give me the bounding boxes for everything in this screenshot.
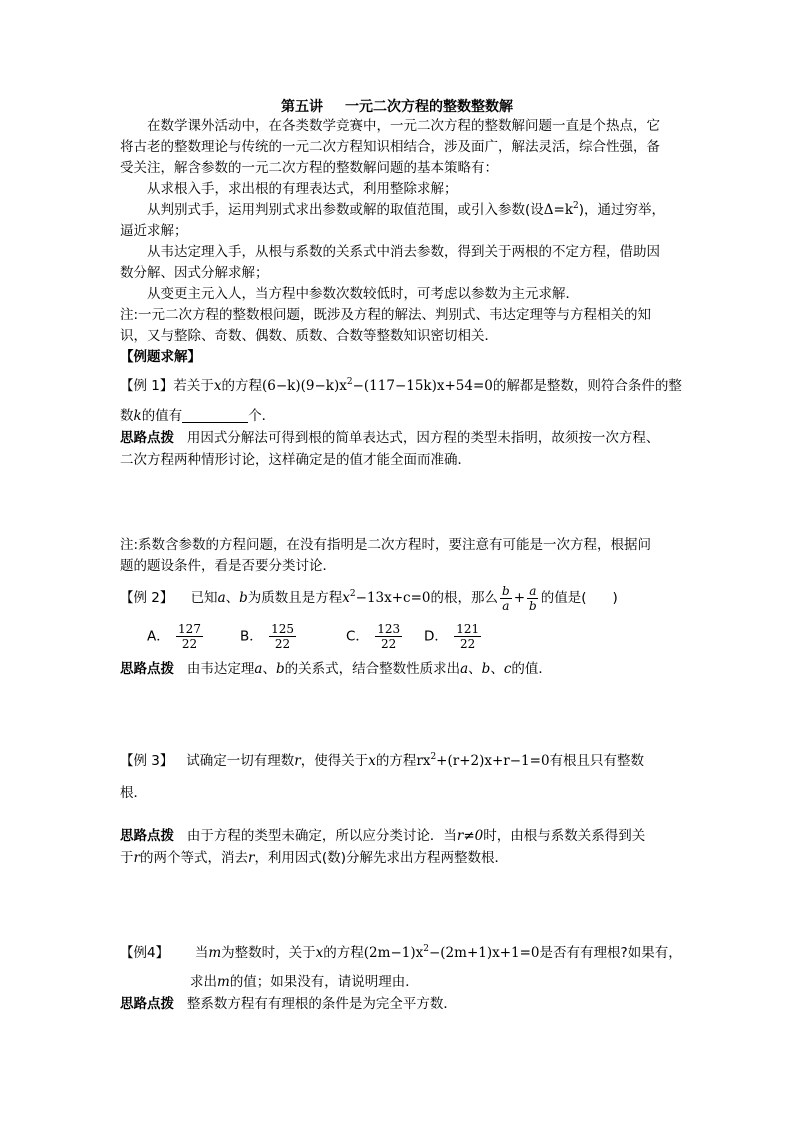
example-4-text-d: 是否有有理根?如果有，: [539, 945, 682, 961]
example-2-text-b: 为质数且是方程: [247, 590, 343, 606]
example-4-line-1: [120, 943, 680, 963]
strategy-3-line-2: 数分解、因式分解求解；: [120, 265, 269, 281]
option-denominator: 22: [274, 637, 291, 651]
delta-formula: Δ=k: [543, 202, 574, 218]
intro-line-2: 将古老的整数理论与传统的一元二次方程知识相结合，涉及面广，解法灵活，综合性强，备: [120, 139, 660, 155]
example-1-equation-a: (6−k)(9−k)x: [262, 378, 347, 394]
hint-label: 思路点拨: [120, 996, 174, 1012]
lecture-number: 第五讲: [281, 99, 323, 115]
condition-r-nonzero: r≠0: [456, 828, 484, 844]
example-1-text-a: 若关于: [173, 378, 214, 394]
example-1-hint-line-1: [120, 428, 680, 448]
option-fraction: [454, 622, 481, 651]
option-denominator: 22: [381, 637, 397, 651]
separator: 、: [468, 661, 482, 677]
example-3-hint-line-1: [120, 826, 680, 846]
example-4-text-c: 的方程: [323, 945, 364, 961]
option-letter: C．: [346, 628, 369, 645]
lecture-topic: 一元二次方程的整数整数解: [345, 99, 513, 115]
var-b: b: [239, 590, 248, 606]
example-4-text-a: 当: [194, 945, 209, 961]
example-3-text-d: 有根且只有整数: [549, 753, 645, 769]
strategy-2-line-1: [147, 200, 707, 220]
option-a[interactable]: [147, 622, 205, 651]
example-1-hint-line-2: 二次方程两种情形讨论，这样确定是的值才能全面而准确．: [120, 452, 471, 468]
var-r: r: [133, 850, 140, 866]
separator: 、: [262, 661, 276, 677]
example-1-line-2: [120, 406, 680, 426]
hint-label: 思路点拨: [120, 430, 174, 446]
separator: 、: [490, 661, 504, 677]
var-k: k: [133, 408, 142, 424]
option-c[interactable]: [346, 622, 404, 651]
section-heading: 【例题求解】: [120, 349, 201, 365]
strategy-4: 从变更主元入人，当方程中参数次数较低时，可考虑以参数为主元求解．: [147, 286, 579, 302]
var-r: r: [294, 753, 301, 769]
example-3-text-c: 的方程: [375, 753, 417, 769]
example-1-text-d: 数: [120, 408, 134, 424]
option-letter: A．: [147, 628, 170, 645]
option-denominator: 22: [460, 637, 476, 651]
strategy-2-line-2: 逼近求解；: [120, 223, 188, 239]
delta-exponent: 2: [573, 201, 579, 211]
example-4-text-e: 求出: [190, 974, 217, 990]
example-1-hint-text-1: 用因式分解法可得到根的简单表达式，因方程的类型未指明，故须按一次方程、: [186, 430, 660, 446]
option-numerator: 121: [456, 622, 480, 636]
option-numerator: 125: [271, 622, 294, 636]
strategy-2-text-a: 从判别式手，运用判别式求出参数或解的取值范围，或引入参数(设: [147, 202, 544, 218]
answer-blank[interactable]: [182, 408, 248, 423]
fraction-a-over-b: [527, 584, 539, 613]
example-2-text-d: 的值是(: [540, 590, 587, 606]
var-m: m: [208, 945, 222, 961]
strategy-2-text-b: )，通过穷举，: [578, 202, 666, 218]
example-2-equation-a: x: [342, 590, 350, 606]
example-3-line-1: [120, 751, 680, 771]
example-1-line-1: [120, 376, 680, 396]
example-1-exponent: 2: [346, 377, 353, 387]
fraction-denominator: b: [529, 598, 537, 613]
example-1-equation-b: −(117−15k)x+54=0: [352, 378, 493, 394]
example-2-label: 【例 2】: [120, 590, 174, 606]
example-3-hint-text-e: ，利用因式(数)分解先求出方程两整数根．: [254, 850, 508, 866]
intro-line-3: 受关注，解含参数的一元二次方程的整数解问题的基本策略有：: [120, 160, 498, 176]
example-3-hint-text-b: 时，由根与系数关系得到关: [483, 828, 646, 844]
example-3-equation-a: rx: [416, 753, 431, 769]
hint-label: 思路点拨: [120, 661, 174, 677]
option-denominator: 22: [181, 637, 198, 651]
hint-label: 思路点拨: [120, 828, 174, 844]
fraction-numerator: a: [529, 583, 537, 598]
example-4-line-2: [190, 972, 750, 992]
example-3-equation-b: +(r+2)x+r−1=0: [436, 753, 550, 769]
example-4-hint: [120, 994, 680, 1014]
option-fraction: [176, 622, 203, 651]
example-4-text-b: 为整数时，关于: [221, 945, 316, 961]
example-4-label: 【例4】: [120, 945, 170, 961]
intro-line-1: 在数学课外活动中，在各类数学竞赛中，一元二次方程的整数解问题一直是个热点，它: [147, 118, 660, 134]
var-c: c: [503, 661, 512, 677]
example-2-line-1: [120, 583, 680, 613]
fraction-denominator: a: [502, 598, 510, 613]
example-3-label: 【例 3】: [120, 753, 174, 769]
var-x: x: [213, 378, 222, 394]
var-b: b: [481, 661, 491, 677]
var-b: b: [275, 661, 285, 677]
example-3-text-b: ，使得关于: [300, 753, 369, 769]
intro-note-line-2: 识，又与整除、奇数、偶数、质数、合数等整数知识密切相关．: [120, 328, 498, 344]
example-4-hint-text: 整系数方程有有理根的条件是为完全平方数．: [186, 996, 457, 1012]
example-1-text-e: 的值有: [141, 408, 183, 424]
fraction-b-over-a: [500, 584, 512, 613]
example-2-text-e: ): [612, 590, 618, 606]
example-2-exponent: 2: [349, 589, 356, 599]
plus-sign: +: [513, 590, 526, 606]
page-title: [0, 96, 794, 116]
intro-note-line-1: 注:一元二次方程的整数根问题，既涉及方程的解法、判别式、韦达定理等与方程相关的知: [120, 307, 652, 323]
example-1-text-b: 的方程: [221, 378, 263, 394]
example-3-text-a: 试确定一切有理数: [186, 753, 295, 769]
var-a: a: [460, 661, 469, 677]
example-3-exponent: 2: [430, 752, 437, 762]
option-letter: D．: [424, 628, 448, 645]
example-1-text-c: 的解都是整数，则符合条件的整: [492, 378, 682, 394]
example-4-exponent: 2: [423, 944, 429, 954]
example-3-hint-text-a: 由于方程的类型未确定，所以应分类讨论．当: [186, 828, 457, 844]
strategy-3-line-1: 从韦达定理入手，从根与系数的关系式中消去参数，得到关于两根的不定方程，借助因: [147, 244, 660, 260]
example-2-hint-text-b: 的关系式，结合整数性质求出: [284, 661, 461, 677]
example-4-equation-b: −(2m+1)x+1=0: [428, 945, 540, 961]
var-x: x: [368, 753, 376, 769]
option-d[interactable]: [424, 622, 483, 651]
example-2-equation-b: −13x+c=0: [355, 590, 431, 606]
example-3-hint-line-2: [120, 848, 680, 868]
example-2-hint: [120, 659, 680, 679]
example-1-note-line-2: 题的题设条件，看是否要分类讨论．: [120, 558, 336, 574]
example-2-text-a: 已知: [190, 590, 218, 606]
example-4-equation-a: (2m−1)x: [363, 945, 424, 961]
var-m: m: [217, 974, 230, 990]
var-r: r: [247, 850, 255, 866]
example-3-hint-text-c: 于: [120, 850, 134, 866]
option-letter: B．: [240, 628, 263, 645]
example-2-text-c: 的根，那么: [430, 590, 499, 606]
example-1-note-line-1: 注:系数含参数的方程问题，在没有指明是二次方程时，要注意有可能是一次方程，根据问: [120, 537, 652, 553]
var-a: a: [254, 661, 263, 677]
var-a: a: [217, 590, 226, 606]
var-x: x: [315, 945, 324, 961]
option-b[interactable]: [240, 622, 298, 651]
option-fraction: [269, 622, 296, 651]
example-2-hint-text-c: 的值．: [511, 661, 552, 677]
example-3-line-2: 根．: [120, 785, 147, 801]
separator: 、: [225, 590, 240, 606]
example-1-text-f: 个．: [248, 408, 276, 424]
strategy-1: 从求根入手，求出根的有理表达式，利用整除求解；: [147, 181, 458, 197]
example-4-text-f: 的值；如果没有，请说明理由．: [229, 974, 419, 990]
example-3-hint-text-d: 的两个等式，消去: [139, 850, 248, 866]
option-fraction: [375, 622, 402, 651]
example-1-label: 【例 1】: [120, 378, 174, 394]
example-2-hint-text-a: 由韦达定理: [186, 661, 255, 677]
option-numerator: 127: [178, 622, 201, 636]
option-numerator: 123: [377, 622, 401, 636]
fraction-numerator: b: [502, 583, 510, 598]
